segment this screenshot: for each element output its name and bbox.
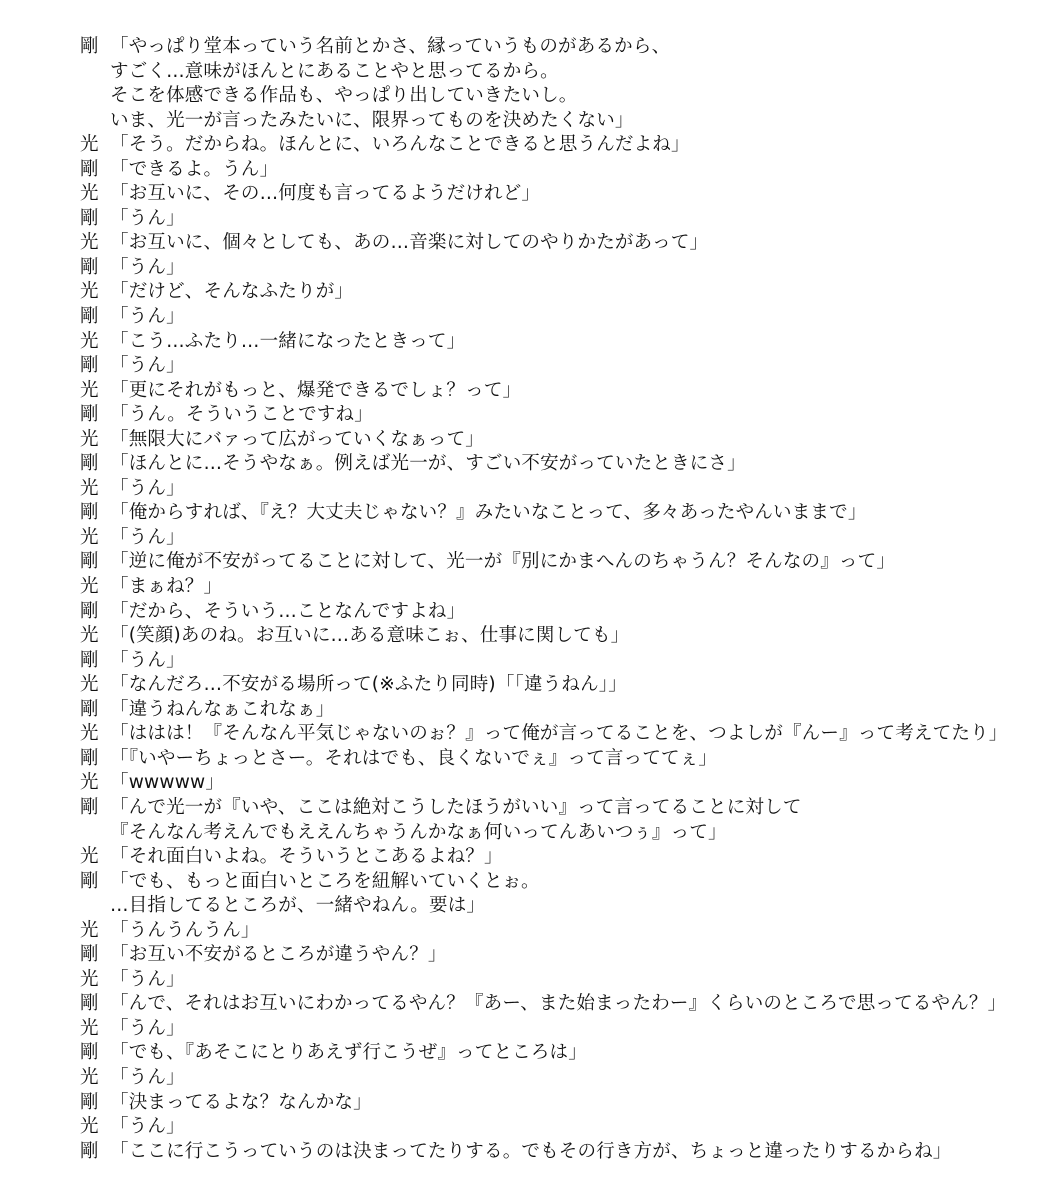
dialogue-text: 「うん」 [110,306,185,328]
dialogue-text: 「(笑顔)あのね。お互いに…ある意味こぉ、仕事に関しても」 [110,625,630,647]
transcript-line [80,992,1020,1017]
speaker-label: 光 [80,1116,99,1138]
dialogue-text: 「wwwww」 [110,772,225,794]
speaker-label: 剛 [80,1140,99,1162]
dialogue-text: 「んで光一が『いや、ここは絶対こうしたほうがいい』って言ってることに対して [110,796,802,818]
transcript-line [80,600,1020,625]
speaker-label: 剛 [80,796,99,818]
transcript-line [80,1140,1020,1165]
speaker-label: 光 [80,674,99,696]
speaker-label: 光 [80,428,99,450]
dialogue-text: 「違うねんなぁこれなぁ」 [110,698,335,720]
dialogue-text: いま、光一が言ったみたいに、限界ってものを決めたくない」 [110,109,634,131]
transcript-line [80,280,1020,305]
transcript-line [80,231,1020,256]
speaker-label: 剛 [80,747,99,769]
dialogue-text: 「うん」 [110,1017,185,1039]
transcript-line [80,845,1020,870]
dialogue-text: 「ここに行こうっていうのは決まってたりする。でもその行き方が、ちょっと違ったりするからね」 [110,1140,952,1162]
dialogue-text: すごく…意味がほんとにあることやと思ってるから。 [110,60,559,82]
dialogue-text: 「ほんとに…そうやなぁ。例えば光一が、すごい不安がっていたときにさ」 [110,453,746,475]
speaker-label: 光 [80,134,99,156]
transcript-line [80,84,1020,109]
speaker-label: 剛 [80,1091,99,1113]
speaker-label: 光 [80,772,99,794]
transcript-line [80,796,1020,821]
speaker-label: 光 [80,183,99,205]
speaker-label: 剛 [80,404,99,426]
dialogue-text: 「んで、それはお互いにわかってるやん？『あー、また始まったわー』くらいのところで思ってるやん？」 [110,993,1007,1015]
speaker-label: 光 [80,477,99,499]
dialogue-text: 『そんなん考えんでもええんちゃうんかなぁ何いってんあいつぅ』って」 [110,821,727,843]
dialogue-text: 「だけど、そんなふたりが」 [110,281,354,303]
transcript-line [80,133,1020,158]
transcript-line [80,1091,1020,1116]
transcript-line [80,158,1020,183]
dialogue-text: 「ははは！『そんなん平気じゃないのぉ？』って俺が言ってることを、つよしが『んー』って考えてたり」 [110,723,1008,745]
dialogue-text: 「うん」 [110,256,185,278]
dialogue-text: 「うん」 [110,1116,185,1138]
speaker-label: 光 [80,968,99,990]
speaker-label: 剛 [80,944,99,966]
dialogue-text: 「うん」 [110,477,185,499]
transcript-line [80,698,1020,723]
transcript-line [80,1066,1020,1091]
speaker-label: 光 [80,330,99,352]
dialogue-text: 「そう。だからね。ほんとに、いろんなことできると思うんだよね」 [110,134,690,156]
speaker-label: 剛 [80,1042,99,1064]
transcript-line [80,943,1020,968]
transcript-line [80,1041,1020,1066]
transcript-line [80,477,1020,502]
speaker-label: 光 [80,232,99,254]
dialogue-text: 「できるよ。うん」 [110,158,279,180]
dialogue-text: 「なんだろ…不安がる場所って(※ふたり同時)「「違うねん」」 [110,674,627,696]
speaker-label: 光 [80,576,99,598]
dialogue-text: 「うん」 [110,968,185,990]
dialogue-text: 「だから、そういう…ことなんですよね」 [110,600,466,622]
dialogue-text: 「それ面白いよね。そういうとこあるよね？」 [110,846,503,868]
transcript-line [80,501,1020,526]
dialogue-text: 「うん」 [110,207,185,229]
speaker-label: 剛 [80,256,99,278]
transcript-line [80,60,1020,85]
transcript-line [80,673,1020,698]
dialogue-text: 「うん。そういうことですね」 [110,404,373,426]
speaker-label: 剛 [80,870,99,892]
dialogue-text: 「うん」 [110,649,185,671]
dialogue-text: 「『いやーちょっとさー。それはでも、良くないでぇ』って言っててぇ」 [110,747,718,769]
transcript-line [80,330,1020,355]
transcript-line [80,305,1020,330]
transcript-line [80,354,1020,379]
dialogue-text: 「やっぱり堂本っていう名前とかさ、縁っていうものがあるから、 [110,36,671,57]
speaker-label: 光 [80,281,99,303]
dialogue-text: 「まぁね？」 [110,576,223,598]
speaker-label: 光 [80,919,99,941]
transcript-line [80,575,1020,600]
dialogue-text: 「お互い不安がるところが違うやん？」 [110,944,447,966]
transcript-line [80,526,1020,551]
transcript-line [80,649,1020,674]
transcript-line [80,550,1020,575]
transcript-line [80,452,1020,477]
dialogue-text: 「決まってるよな？なんかな」 [110,1091,372,1113]
dialogue-text: 「お互いに、その…何度も言ってるようだけれど」 [110,183,541,205]
dialogue-text: 「俺からすれば、『え？大丈夫じゃない？』みたいなことって、多々あったやんいままで」 [110,502,867,524]
dialogue-text: 「無限大にバァって広がっていくなぁって」 [110,428,485,450]
dialogue-text: 「こう…ふたり…一緒になったときって」 [110,330,466,352]
transcript-line [80,403,1020,428]
dialogue-text: 「更にそれがもっと、爆発できるでしょ？って」 [110,379,522,401]
transcript-line [80,968,1020,993]
transcript-line [80,428,1020,453]
transcript [80,35,1020,1164]
speaker-label: 剛 [80,551,99,573]
transcript-line [80,624,1020,649]
speaker-label: 剛 [80,36,99,57]
dialogue-text: 「逆に俺が不安がってることに対して、光一が『別にかまへんのちゃうん？そんなの』って」 [110,551,896,573]
speaker-label: 剛 [80,355,99,377]
speaker-label: 剛 [80,502,99,524]
transcript-line [80,182,1020,207]
speaker-label: 剛 [80,306,99,328]
transcript-line [80,109,1020,134]
transcript-line [80,35,1020,60]
speaker-label: 光 [80,1066,99,1088]
transcript-line [80,379,1020,404]
transcript-line [80,256,1020,281]
dialogue-text: …目指してるところが、一緒やねん。要は」 [110,895,486,917]
transcript-line [80,1017,1020,1042]
transcript-line [80,821,1020,846]
speaker-label: 剛 [80,600,99,622]
dialogue-text: 「うん」 [110,1066,185,1088]
speaker-label: 光 [80,379,99,401]
dialogue-text: 「うん」 [110,526,185,548]
transcript-line [80,894,1020,919]
speaker-label: 剛 [80,993,99,1015]
dialogue-text: 「うんうんうん」 [110,919,260,941]
transcript-line [80,771,1020,796]
transcript-line [80,1115,1020,1140]
dialogue-text: 「でも、『あそこにとりあえず行こうぜ』ってところは」 [110,1042,587,1064]
speaker-label: 光 [80,526,99,548]
dialogue-text: そこを体感できる作品も、やっぱり出していきたいし。 [110,85,578,107]
speaker-label: 光 [80,1017,99,1039]
speaker-label: 光 [80,625,99,647]
transcript-line [80,207,1020,232]
speaker-label: 剛 [80,207,99,229]
speaker-label: 光 [80,723,99,745]
transcript-line [80,919,1020,944]
transcript-line [80,870,1020,895]
speaker-label: 光 [80,846,99,868]
dialogue-text: 「うん」 [110,355,185,377]
speaker-label: 剛 [80,453,99,475]
speaker-label: 剛 [80,698,99,720]
transcript-line [80,747,1020,772]
transcript-line [80,722,1020,747]
dialogue-text: 「お互いに、個々としても、あの…音楽に対してのやりかたがあって」 [110,232,709,254]
speaker-label: 剛 [80,158,99,180]
speaker-label: 剛 [80,649,99,671]
dialogue-text: 「でも、もっと面白いところを紐解いていくとぉ。 [110,870,540,892]
